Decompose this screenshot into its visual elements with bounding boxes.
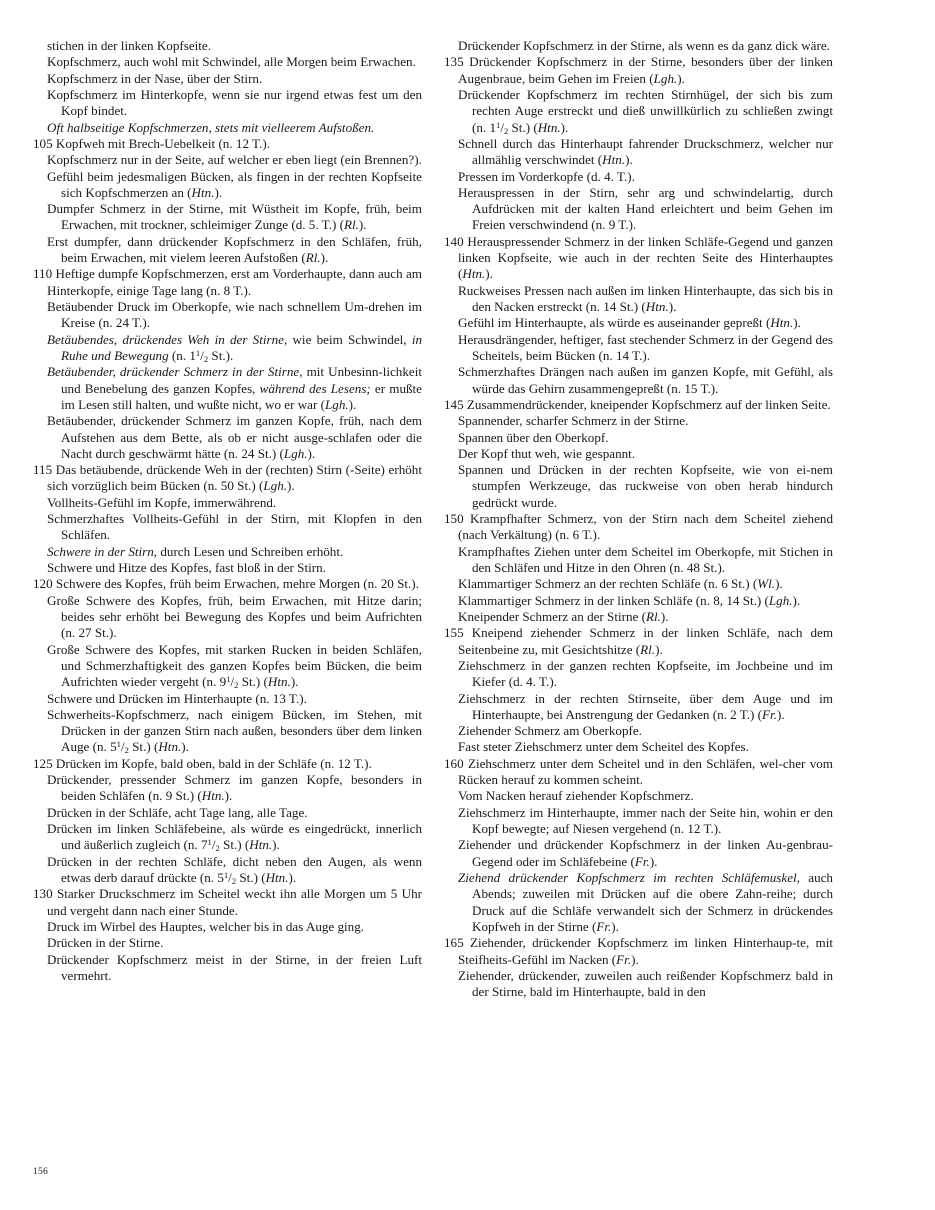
rubric-text: Ziehender, drückender Kopfschmerz im linken Hinterhaup-te, mit Steifheits-Gefühl im Nacken (Fr.). — [458, 935, 833, 967]
rubric-text: Ziehschmerz in der rechten Stirnseite, über dem Auge und im Hinterhaupte, bei Anstrengung der Gedanken (n. 2 T.) (Fr.). — [458, 690, 833, 722]
rubric-text: Kopfschmerz in der Nase, über der Stirn. — [47, 70, 263, 86]
rubric-entry — [444, 364, 833, 397]
rubric-entry — [444, 788, 833, 804]
rubric-entry — [33, 54, 422, 70]
rubric-text: Drücken im linken Schläfebeine, als würde es eingedrückt, innerlich und äußerlich zugleich (n. $7^1/_2$ St.) (Htn.). — [47, 821, 422, 854]
rubric-text: Schwere in der Stirn, durch Lesen und Schreiben erhöht. — [47, 543, 344, 559]
rubric-text: stichen in der linken Kopfseite. — [47, 38, 211, 53]
rubric-text: Gefühl beim jedesmaligen Bücken, als fingen in der rechten Kopfseite sich Kopfschmerzen an (Htn.). — [47, 168, 422, 200]
rubric-text: Kopfschmerz, auch wohl mit Schwindel, alle Morgen beim Erwachen. — [47, 54, 416, 70]
rubric-number: 115 — [33, 462, 53, 478]
rubric-entry — [444, 169, 833, 185]
rubric-entry — [33, 120, 422, 136]
rubric-text: Drückender Kopfschmerz in der Stirne, besonders über der linken Augenbraue, beim Gehen im Freien (Lgh.). — [458, 54, 833, 86]
rubric-entry — [444, 870, 833, 935]
rubric-text: Drückender Kopfschmerz in der Stirne, als wenn es da ganz dick wäre. — [458, 38, 830, 53]
rubric-text: Erst dumpfer, dann drückender Kopfschmerz in den Schläfen, früh, beim Erwachen, mit vielem leeren Aufstoßen (Rl.). — [47, 233, 422, 266]
rubric-text: Kopfschmerz im Hinterkopfe, wenn sie nur irgend etwas fest um den Kopf bindet. — [47, 86, 422, 119]
rubric-text: Drücken in der Schläfe, acht Tage lang, alle Tage. — [47, 804, 308, 820]
rubric-entry — [33, 38, 422, 54]
two-column-body — [33, 38, 902, 1000]
rubric-entry — [33, 511, 422, 544]
rubric-text: Starker Druckschmerz im Scheitel weckt ihn alle Morgen um 5 Uhr und vergeht dann nach einer Stunde. — [47, 886, 422, 918]
rubric-text: Betäubendes, drückendes Weh in der Stirne, wie beim Schwindel, in Ruhe und Bewegung (n. $1^1/_2$ St.). — [47, 331, 423, 364]
rubric-entry — [33, 234, 422, 267]
rubric-entry — [444, 593, 833, 609]
rubric-text: Betäubender Druck im Oberkopfe, wie nach schnellem Um-drehen im Kreise (n. 24 T.). — [47, 299, 422, 331]
rubric-entry — [33, 299, 422, 332]
rubric-entry — [444, 837, 833, 870]
rubric-text: Vom Nacken herauf ziehender Kopfschmerz. — [458, 788, 694, 804]
rubric-text: Spannen über den Oberkopf. — [458, 429, 609, 445]
rubric-text: Drücken in der Stirne. — [47, 935, 164, 951]
rubric-entry — [33, 136, 422, 152]
rubric-text: Schmerzhaftes Vollheits-Gefühl in der Stirn, mit Klopfen in den Schläfen. — [47, 511, 422, 543]
rubric-text: Schwere und Drücken im Hinterhaupte (n. 13 T.). — [47, 690, 307, 706]
rubric-number: 105 — [33, 135, 53, 151]
rubric-text: Dumpfer Schmerz in der Stirne, mit Wüstheit im Kopfe, früh, beim Erwachen, mit trockner, schleimiger Zunge (d. 5. T.) (Rl.). — [47, 201, 422, 233]
rubric-text: Herausdrängender, heftiger, fast stechender Schmerz in der Gegend des Scheitels, beim Bücken (n. 14 T.). — [458, 331, 833, 363]
rubric-entry — [444, 136, 833, 169]
rubric-entry — [444, 38, 833, 54]
rubric-entry — [33, 576, 422, 592]
rubric-text: Große Schwere des Kopfes, früh, beim Erwachen, mit Hitze darin; beides sehr erhöht bei Bewegung des Kopfes und beim Aufrichten (n. 27 St.). — [47, 592, 422, 641]
rubric-text: Herauspressen in der Stirn, sehr arg und schwindelartig, durch Aufdrücken mit der kalten Hand erleichtert und beim Gehen im Freien verschwindend (n. 9 T.). — [458, 184, 833, 233]
rubric-text: Kneipend ziehender Schmerz in der linken Schläfe, nach dem Seitenbeine zu, mit Gesichtshitze (Rl.). — [458, 625, 833, 657]
rubric-text: Klammartiger Schmerz in der linken Schläfe (n. 8, 14 St.) (Lgh.). — [458, 592, 801, 608]
rubric-text: Oft halbseitige Kopfschmerzen, stets mit vielleerem Aufstoßen. — [47, 119, 375, 135]
rubric-text: Pressen im Vorderkopfe (d. 4. T.). — [458, 168, 635, 184]
rubric-entry — [444, 430, 833, 446]
page-number: 156 — [33, 1166, 48, 1177]
rubric-entry — [33, 169, 422, 202]
rubric-entry — [444, 723, 833, 739]
rubric-text: Spannender, scharfer Schmerz in der Stirne. — [458, 413, 689, 429]
rubric-entry — [444, 413, 833, 429]
rubric-text: Krampfhaftes Ziehen unter dem Scheitel im Oberkopfe, mit Stichen in den Schläfen und Hitze in den Ohren (n. 48 St.). — [458, 543, 833, 575]
rubric-text: Drückender, pressender Schmerz im ganzen Kopfe, besonders in beiden Schläfen (n. 9 St.) (Htn.). — [47, 772, 422, 804]
rubric-entry — [33, 642, 422, 691]
rubric-text: Druck im Wirbel des Hauptes, welcher bis in das Auge ging. — [47, 918, 365, 934]
rubric-entry — [33, 71, 422, 87]
rubric-entry — [444, 332, 833, 365]
rubric-text: Ziehschmerz unter dem Scheitel und in den Schläfen, wel-cher vom Rücken herauf zu kommen scheint. — [458, 755, 833, 788]
rubric-entry — [33, 462, 422, 495]
rubric-text: Ziehender, drückender, zuweilen auch reißender Kopfschmerz bald in der Stirne, bald im Hinterhaupte, bald in den — [458, 967, 833, 1000]
rubric-text: Große Schwere des Kopfes, mit starken Rucken in beiden Schläfen, und Schmerzhaftigkeit des ganzen Kopfes beim Bücken, die beim Aufrichten wieder vergeht (n. $9^1/_2$ St.) (Htn.). — [47, 641, 422, 691]
rubric-number: 140 — [444, 233, 464, 249]
rubric-number: 145 — [444, 396, 464, 412]
rubric-entry — [444, 658, 833, 691]
rubric-entry — [444, 446, 833, 462]
rubric-entry — [444, 234, 833, 283]
rubric-entry — [33, 266, 422, 299]
rubric-text: Schnell durch das Hinterhaupt fahrender Druckschmerz, welcher nur allmählig verschwindet (Htn.). — [458, 135, 833, 168]
rubric-number: 135 — [444, 54, 464, 70]
rubric-number: 165 — [444, 935, 464, 951]
rubric-entry — [33, 332, 422, 365]
rubric-entry — [33, 560, 422, 576]
rubric-entry — [444, 544, 833, 577]
rubric-number: 155 — [444, 625, 464, 641]
rubric-entry — [444, 625, 833, 658]
rubric-text: Vollheits-Gefühl im Kopfe, immerwährend. — [47, 494, 277, 510]
rubric-text: Kopfschmerz nur in der Seite, auf welcher er eben liegt (ein Brennen?). — [47, 152, 422, 168]
rubric-text: Schwere des Kopfes, früh beim Erwachen, mehre Morgen (n. 20 St.). — [55, 576, 419, 592]
rubric-text: Schwere und Hitze des Kopfes, fast bloß in der Stirn. — [47, 560, 326, 575]
rubric-entry — [444, 691, 833, 724]
rubric-entry — [444, 968, 833, 1001]
rubric-entry — [33, 707, 422, 756]
rubric-entry — [33, 805, 422, 821]
rubric-entry — [444, 739, 833, 755]
rubric-entry — [33, 821, 422, 854]
rubric-text: Fast steter Ziehschmerz unter dem Scheitel des Kopfes. — [458, 739, 749, 755]
rubric-number: 160 — [444, 755, 464, 771]
left-text-column — [33, 38, 422, 1000]
rubric-text: Betäubender, drückender Schmerz in der Stirne, mit Unbesinn-lichkeit und Benebelung des ganzen Kopfes, während des Lesens; er mußte im Lesen still halten, und wußte nicht, wo er war (Lgh.). — [47, 364, 422, 412]
rubric-text: Drückender Kopfschmerz im rechten Stirnhügel, der sich bis zum rechten Auge erstreckt und dieß unwillkürlich zu schließen zwingt (n. $1^1/_2$ St.) (Htn.). — [458, 86, 833, 136]
rubric-number: 150 — [444, 511, 464, 527]
rubric-text: Drücken in der rechten Schläfe, dicht neben den Augen, als wenn etwas derb darauf drückte (n. $5^1/_2$ St.) (Htn.). — [47, 853, 422, 886]
rubric-entry — [444, 54, 833, 87]
rubric-entry — [444, 397, 833, 413]
rubric-entry — [33, 854, 422, 887]
rubric-entry — [444, 462, 833, 511]
rubric-entry — [33, 364, 422, 413]
rubric-text: Zusammendrückender, kneipender Kopfschmerz auf der linken Seite. — [466, 396, 831, 412]
rubric-entry — [33, 87, 422, 120]
rubric-text: Ziehend drückender Kopfschmerz im rechten Schläfemuskel, auch Abends; zuweilen mit Drücken auf die obere Zahn-reihe; durch Druck auf die Schläfe verwandelt sich der Schmerz in drückendes Kopfweh in der Stirne (Fr.). — [458, 869, 833, 934]
rubric-entry — [33, 413, 422, 462]
rubric-number: 110 — [33, 266, 53, 282]
rubric-entry — [33, 919, 422, 935]
rubric-entry — [444, 609, 833, 625]
rubric-entry — [33, 756, 422, 772]
rubric-entry — [33, 152, 422, 168]
rubric-entry — [444, 576, 833, 592]
rubric-entry — [444, 185, 833, 234]
rubric-text: Kopfweh mit Brech-Uebelkeit (n. 12 T.). — [55, 135, 270, 151]
rubric-text: Klammartiger Schmerz an der rechten Schläfe (n. 6 St.) (Wl.). — [458, 576, 783, 592]
rubric-text: Ziehender Schmerz am Oberkopfe. — [458, 723, 642, 739]
rubric-entry — [444, 315, 833, 331]
rubric-entry — [33, 593, 422, 642]
rubric-text: Das betäubende, drückende Weh in der (rechten) Stirn (-Seite) erhöht sich vorzüglich beim Bücken (n. 50 St.) (Lgh.). — [47, 462, 422, 494]
rubric-text: Herauspressender Schmerz in der linken Schläfe-Gegend und ganzen linken Kopfseite, wie auch in der rechten Seite des Hinterhauptes (Htn.). — [458, 233, 834, 282]
rubric-entry — [33, 544, 422, 560]
rubric-text: Drückender Kopfschmerz meist in der Stirne, in der freien Luft vermehrt. — [47, 951, 422, 983]
rubric-text: Drücken im Kopfe, bald oben, bald in der Schläfe (n. 12 T.). — [55, 755, 372, 771]
rubric-entry — [444, 756, 833, 789]
rubric-text: Ziehender und drückender Kopfschmerz in der linken Au-genbrau-Gegend oder im Schläfebeine (Fr.). — [458, 837, 833, 869]
rubric-entry — [444, 87, 833, 136]
rubric-entry — [33, 495, 422, 511]
rubric-text: Spannen und Drücken in der rechten Kopfseite, wie von ei-nem stumpfen Werkzeuge, das ruckweise von oben herab hindurch gedrückt wurde. — [458, 462, 833, 510]
rubric-number: 120 — [33, 576, 53, 592]
rubric-text: Schwerheits-Kopfschmerz, nach einigem Bücken, im Stehen, mit Drücken in der ganzen Stirn nach außen, besonders über dem linken Auge (n. $5^1/_2$ St.) (Htn.). — [47, 706, 422, 756]
rubric-text: Ruckweises Pressen nach außen im linken Hinterhaupte, das sich bis in den Nacken erstreckt (n. 14 St.) (Htn.). — [458, 282, 833, 314]
rubric-text: Der Kopf thut weh, wie gespannt. — [458, 445, 636, 461]
right-text-column — [444, 38, 833, 1000]
rubric-text: Ziehschmerz im Hinterhaupte, immer nach der Seite hin, wohin er den Kopf bewegte; auf Niesen vergehend (n. 12 T.). — [458, 804, 833, 836]
rubric-text: Kneipender Schmerz an der Stirne (Rl.). — [458, 608, 669, 624]
rubric-number: 130 — [33, 886, 53, 902]
rubric-entry — [33, 886, 422, 919]
rubric-number: 125 — [33, 755, 53, 771]
rubric-entry — [33, 772, 422, 805]
rubric-entry — [33, 201, 422, 234]
rubric-entry — [444, 511, 833, 544]
rubric-text: Ziehschmerz in der ganzen rechten Kopfseite, im Jochbeine und im Kiefer (d. 4. T.). — [458, 657, 833, 690]
rubric-entry — [444, 805, 833, 838]
rubric-text: Heftige dumpfe Kopfschmerzen, erst am Vorderhaupte, dann auch am Hinterkopfe, einige Tage lang (n. 8 T.). — [47, 266, 422, 298]
rubric-text: Schmerzhaftes Drängen nach außen im ganzen Kopfe, mit Gefühl, als würde das Gehirn zusammengepreßt (n. 15 T.). — [458, 364, 833, 396]
rubric-entry — [33, 935, 422, 951]
rubric-entry — [444, 935, 833, 968]
rubric-text: Krampfhafter Schmerz, von der Stirn nach dem Scheitel ziehend (nach Verkältung) (n. 6 T.). — [458, 511, 833, 543]
rubric-text: Gefühl im Hinterhaupte, als würde es auseinander gepreßt (Htn.). — [458, 315, 801, 331]
rubric-text: Betäubender, drückender Schmerz im ganzen Kopfe, früh, nach dem Aufstehen aus dem Bette, als ob er nicht ausge-schlafen oder die Nacht durch geschwärmt hätte (n. 24 St.) (Lgh.). — [47, 413, 422, 461]
rubric-entry — [33, 952, 422, 985]
rubric-entry — [33, 691, 422, 707]
rubric-entry — [444, 283, 833, 316]
